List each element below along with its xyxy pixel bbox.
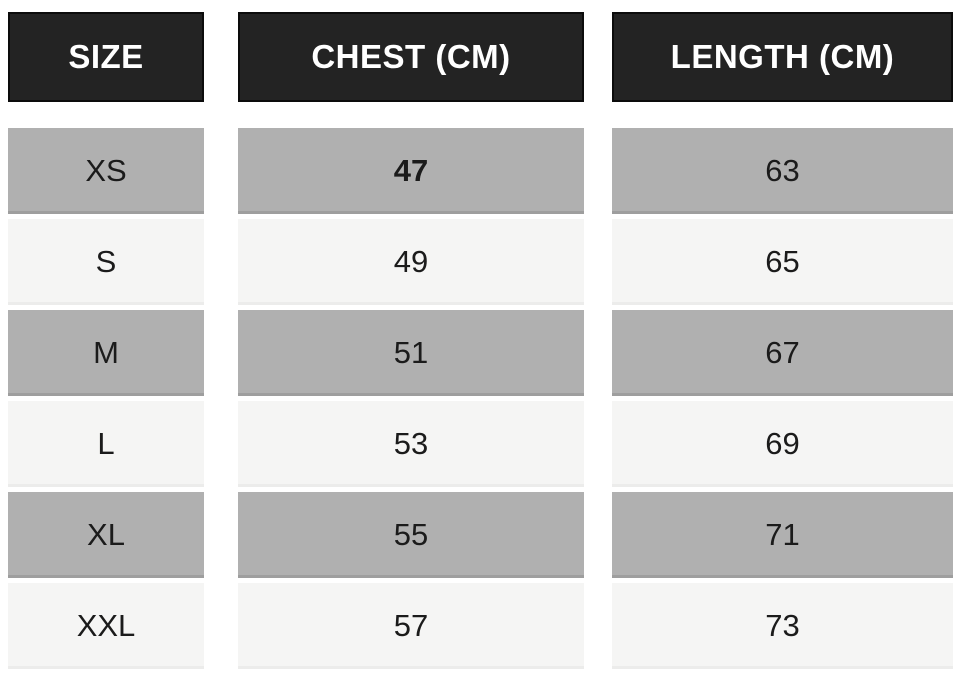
cell-size-s: S xyxy=(8,219,204,305)
header-size: SIZE xyxy=(8,12,204,102)
header-length: LENGTH (CM) xyxy=(612,12,953,102)
header-chest: CHEST (CM) xyxy=(238,12,584,102)
cell-length-xl: 71 xyxy=(612,492,953,578)
cell-chest-l: 53 xyxy=(238,401,584,487)
cell-length-xxl: 73 xyxy=(612,583,953,669)
cell-size-xl: XL xyxy=(8,492,204,578)
cell-chest-xl: 55 xyxy=(238,492,584,578)
cell-size-m: M xyxy=(8,310,204,396)
column-chest xyxy=(238,0,584,669)
cell-length-m: 67 xyxy=(612,310,953,396)
cell-length-l: 69 xyxy=(612,401,953,487)
cell-chest-m: 51 xyxy=(238,310,584,396)
cell-chest-xs: 47 xyxy=(238,128,584,214)
cell-size-xxl: XXL xyxy=(8,583,204,669)
cell-chest-xxl: 57 xyxy=(238,583,584,669)
column-size xyxy=(8,0,204,669)
cell-chest-s: 49 xyxy=(238,219,584,305)
cell-length-xs: 63 xyxy=(612,128,953,214)
cell-length-s: 65 xyxy=(612,219,953,305)
cell-size-xs: XS xyxy=(8,128,204,214)
column-length xyxy=(612,0,953,669)
cell-size-l: L xyxy=(8,401,204,487)
